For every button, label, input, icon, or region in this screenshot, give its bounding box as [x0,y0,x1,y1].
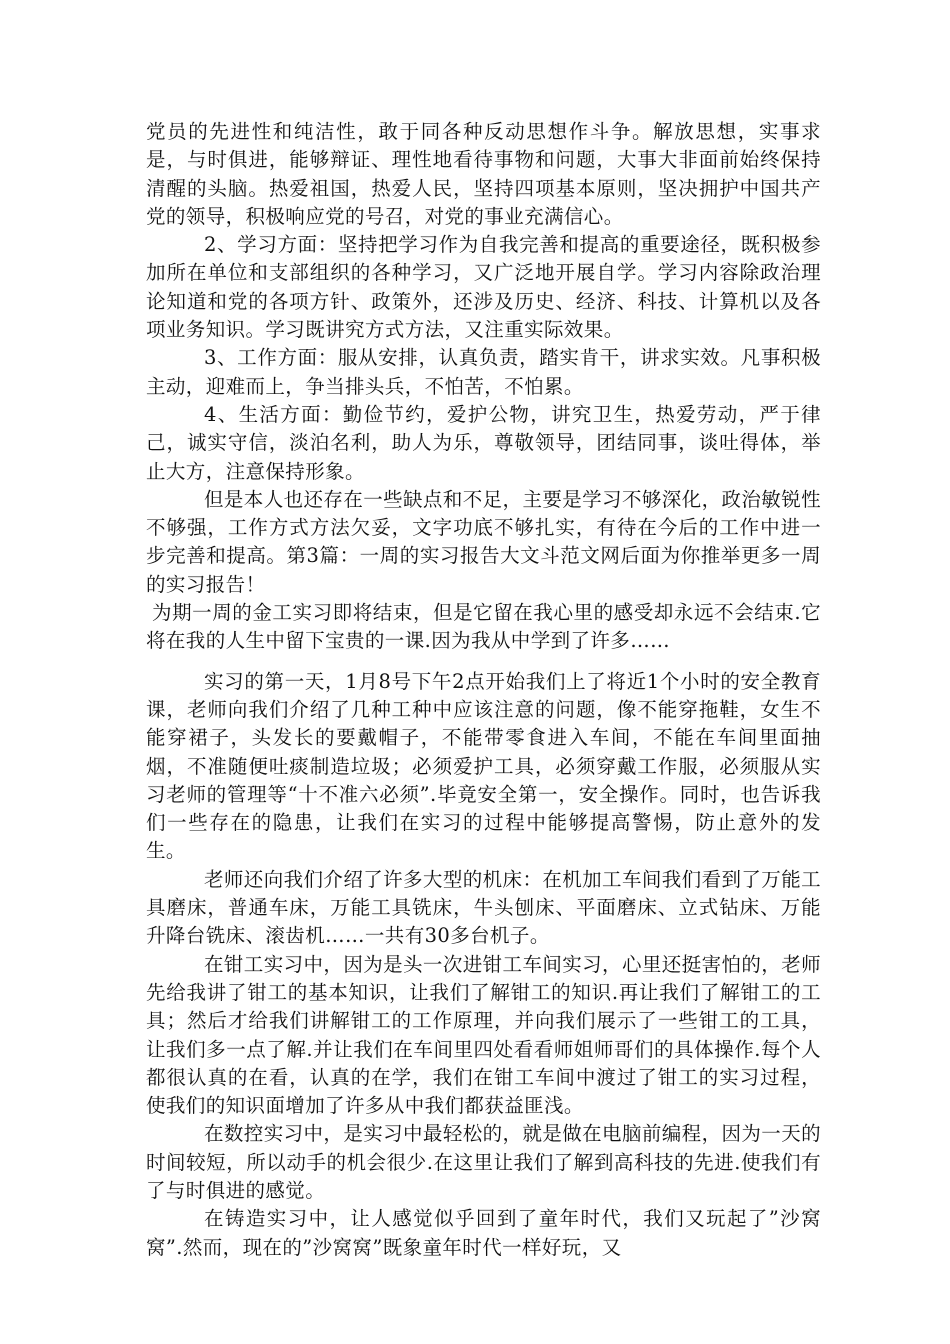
paragraph-shortcomings: 但是本人也还存在一些缺点和不足，主要是学习不够深化，政治敏锐性不够强，工作方式方法欠妥，文字功底不够扎实，有待在今后的工作中进一步完善和提高。第3篇：一周的实习报告大文斗范文网后面为你推举更多一周的实习报告！ [146,487,821,596]
paragraph-internship-intro: 为期一周的金工实习即将结束，但是它留在我心里的感受却永远不会结束.它将在我的人生中留下宝贵的一课.因为我从中学到了许多…… [146,601,821,653]
paragraph-party-spirit: 党员的先进性和纯洁性，敢于同各种反动思想作斗争。解放思想，实事求是，与时俱进，能够辩证、理性地看待事物和问题，大事大非面前始终保持清醒的头脑。热爱祖国，热爱人民，坚持四项基本原则，坚决拥护中国共产党的领导，积极响应党的号召，对党的事业充满信心。 [146,120,821,228]
paragraph-casting-practice: 在铸造实习中，让人感觉似乎回到了童年时代，我们又玩起了”沙窝窝”.然而，现在的”沙窝窝”既象童年时代一样好玩，又 [146,1207,821,1259]
paragraph-study: 2、学习方面：坚持把学习作为自我完善和提高的重要途径，既积极参加所在单位和支部组织的各种学习，又广泛地开展自学。学习内容除政治理论知道和党的各项方针、政策外，还涉及历史、经济、科技、计算机以及各项业务知识。学习既讲究方式方法，又注重实际效果。 [146,233,821,342]
paragraph-fitter-practice: 在钳工实习中，因为是头一次进钳工车间实习，心里还挺害怕的，老师先给我讲了钳工的基本知识，让我们了解钳工的知识.再让我们了解钳工的工具；然后才给我们讲解钳工的工作原理，并向我们展示了一些钳工的工具，让我们多一点了解.并让我们在车间里四处看看师姐师哥们的具体操作.每个人都很认真的在看，认真的在学，我们在钳工车间中渡过了钳工的实习过程，使我们的知识面增加了许多从中我们都获益匪浅。 [146,952,821,1118]
paragraph-first-day: 实习的第一天，1月8号下午2点开始我们上了将近1个小时的安全教育课，老师向我们介绍了几种工种中应该注意的问题，像不能穿拖鞋，女生不能穿裙子，头发长的要戴帽子，不能带零食进入车间，不能在车间里面抽烟，不准随便吐痰制造垃圾；必须爱护工具，必须穿戴工作服，必须服从实习老师的管理等“十不准六必须”.毕竟安全第一，安全操作。同时，也告诉我们一些存在的隐患，让我们在实习的过程中能够提高警惕，防止意外的发生。 [146,669,821,863]
paragraph-work: 3、工作方面：服从安排，认真负责，踏实肯干，讲求实效。凡事积极主动，迎难而上，争当排头兵，不怕苦，不怕累。 [146,346,821,398]
paragraph-life: 4、生活方面：勤俭节约，爱护公物，讲究卫生，热爱劳动，严于律己，诚实守信，淡泊名利，助人为乐，尊敬领导，团结同事，谈吐得体，举止大方，注意保持形象。 [146,402,821,483]
document-page [146,118,821,1262]
paragraph-machine-tools: 老师还向我们介绍了许多大型的机床：在机加工车间我们看到了万能工具磨床，普通车床，万能工具铣床，牛头刨床、平面磨床、立式钻床、万能升降台铣床、滚齿机……一共有30多台机子。 [146,867,821,948]
paragraph-cnc-practice: 在数控实习中，是实习中最轻松的，就是做在电脑前编程，因为一天的时间较短，所以动手的机会很少.在这里让我们了解到高科技的先进.使我们有了与时俱进的感觉。 [146,1122,821,1202]
